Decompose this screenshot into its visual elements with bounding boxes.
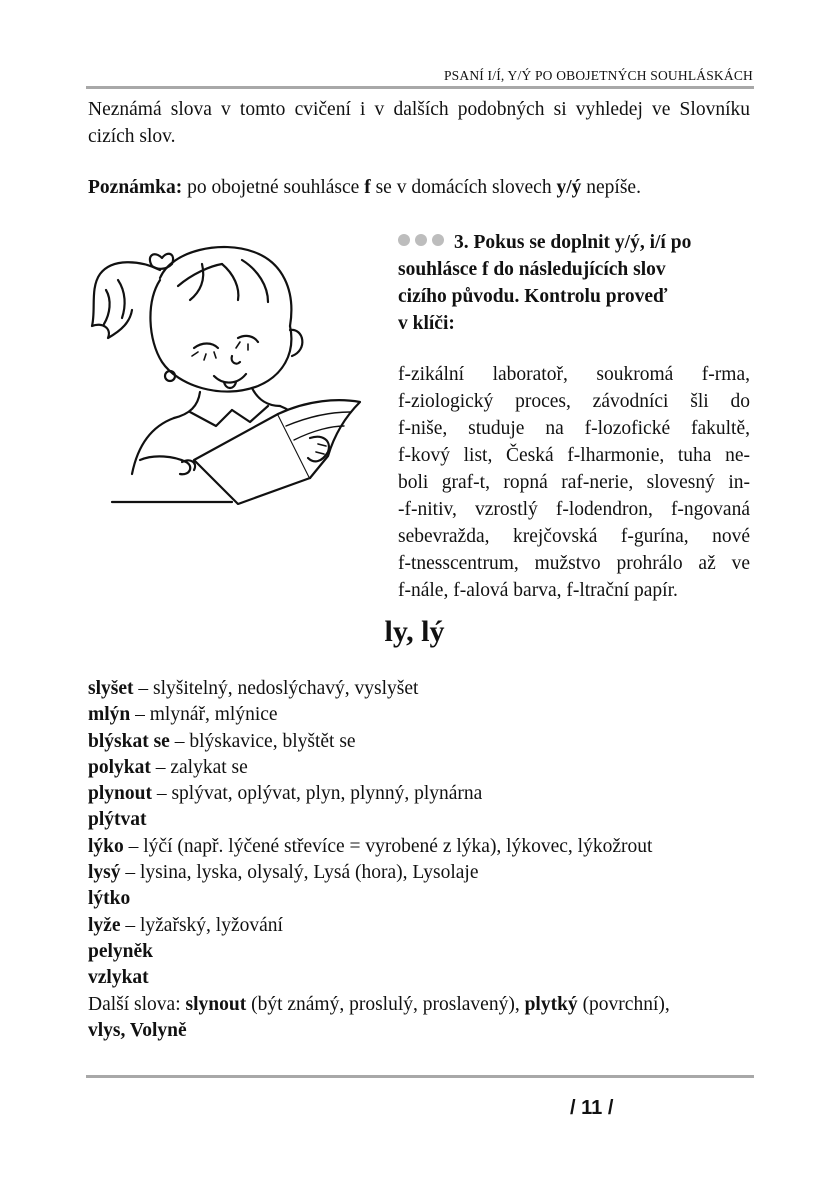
list-item: lýko – lýčí (např. lýčené střevíce = vyrobené z lýka), lýkovec, lýkožrout [88, 835, 653, 857]
header-rule [86, 86, 754, 89]
exercise-text [398, 361, 750, 604]
note-text-3: nepíše. [581, 177, 641, 198]
note-yy: y/ý [556, 177, 582, 198]
list-item: lysý – lysina, lyska, olysalý, Lysá (hora), Lysolaje [88, 862, 479, 884]
list-item: plynout – splývat, oplývat, plyn, plynný, plynárna [88, 783, 483, 805]
exercise-body-line: f-tnesscentrum, mužstvo prohrálo až ve [398, 553, 750, 574]
exercise-body-line: sebevražda, krejčovská f-gurína, nové [398, 526, 750, 547]
note-paragraph [88, 174, 750, 201]
exercise-body-line: f-zikální laboratoř, soukromá f-rma, [398, 364, 750, 385]
footer-rule [86, 1075, 754, 1078]
exercise-line-4: v klíči: [398, 313, 455, 334]
note-label: Poznámka: [88, 177, 183, 198]
exercise-title: 3. Pokus se doplnit y/ý, i/í po [454, 232, 692, 253]
running-header: PSANÍ I/Í, Y/Ý PO OBOJETNÝCH SOUHLÁSKÁCH [443, 68, 753, 83]
difficulty-dots-icon [398, 234, 444, 246]
exercise-body-line: f-nále, f-alová barva, f-ltrační papír. [398, 580, 678, 601]
exercise-body-line: -f-nitiv, vzrostlý f-lodendron, f-ngovaná [398, 499, 750, 520]
list-item: vzlykat [88, 967, 149, 989]
exercise-body-line: f-niše, studuje na f-lozofické fakultě, [398, 418, 750, 439]
list-item: plýtvat [88, 809, 147, 831]
page-number: / 11 / [570, 1097, 614, 1119]
exercise-line-2: souhlásce f do následujících slov [398, 259, 666, 280]
list-item: pelyněk [88, 940, 154, 962]
list-item: slyšet – slyšitelný, nedoslýchavý, vyslyšet [88, 678, 419, 699]
exercise-body-line: f-ziologický proces, závodníci šli do [398, 391, 750, 412]
more-words-last: vlys, Volyně [88, 1019, 187, 1041]
exercise-heading [398, 229, 750, 337]
list-item: mlýn – mlynář, mlýnice [88, 704, 278, 726]
list-item: lyže – lyžařský, lyžování [88, 914, 283, 936]
list-item: polykat – zalykat se [88, 756, 248, 778]
word-list [88, 676, 753, 1044]
girl-reading-illustration [82, 230, 367, 505]
exercise-body-line: boli graf-t, ropná raf-nerie, slovesný in- [398, 472, 750, 493]
note-text-1: po obojetné souhlásce [182, 177, 365, 198]
exercise-line-3: cizího původu. Kontrolu proveď [398, 286, 668, 307]
list-item: blýskat se – blýskavice, blyštět se [88, 730, 356, 752]
note-letter: f [364, 177, 371, 198]
exercise-line-1 [398, 229, 750, 256]
list-item: lýtko [88, 888, 131, 910]
exercise-body-line: f-kový list, Česká f-lharmonie, tuha ne- [398, 445, 750, 466]
intro-paragraph: Neznámá slova v tomto cvičení i v dalších podobných si vyhledej ve Slovníku cizích slov. [88, 99, 750, 147]
section-title: ly, lý [384, 615, 445, 648]
note-text-2: se v domácích slovech [370, 177, 557, 198]
more-words: Další slova: slynout (být známý, proslulý, proslavený), plytký (povrchní), [88, 993, 670, 1015]
